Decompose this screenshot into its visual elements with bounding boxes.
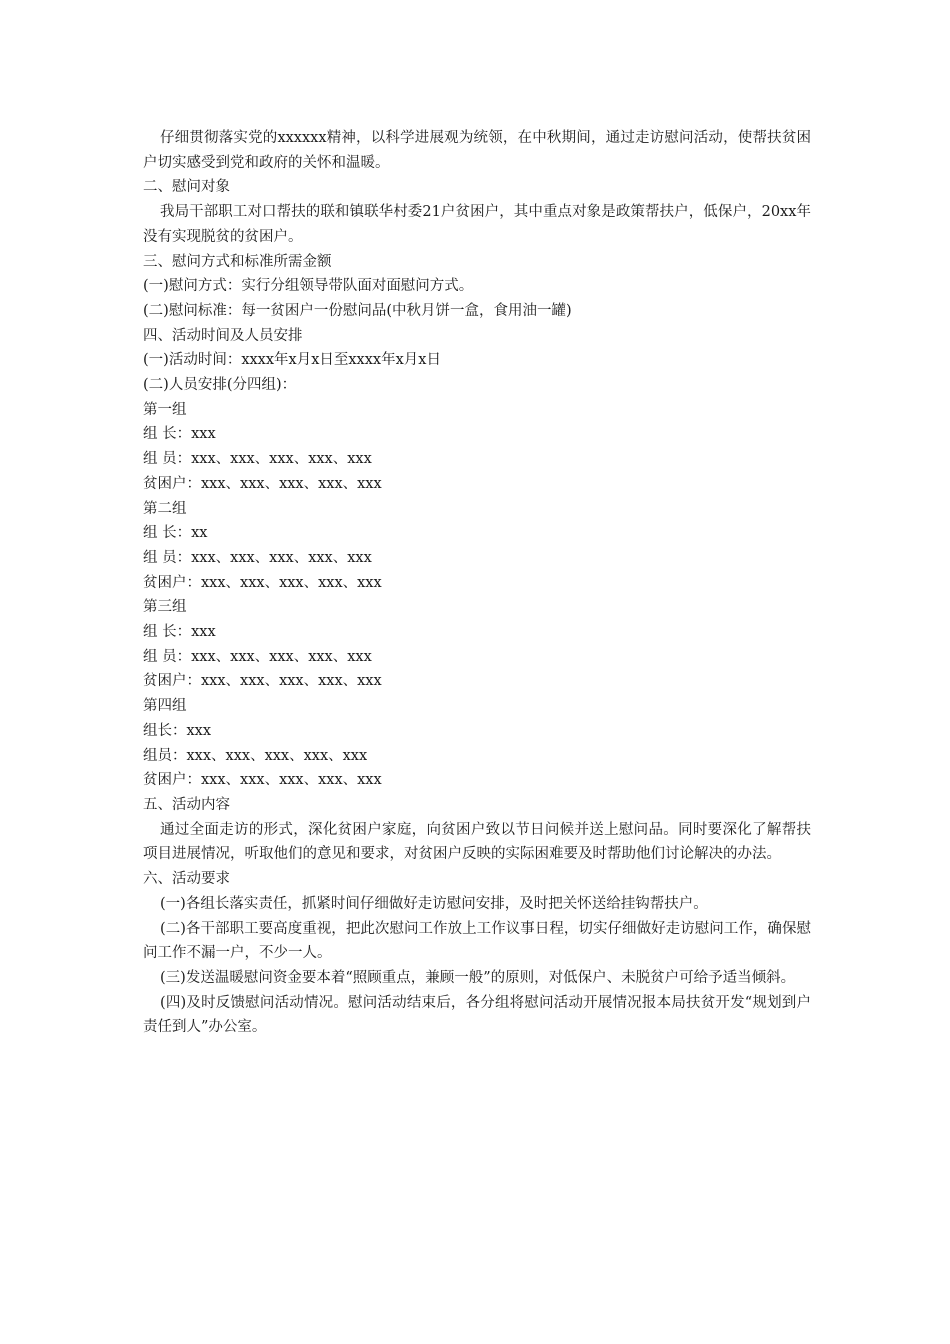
group-4-leader: 组长：xxx bbox=[143, 722, 212, 739]
document-body bbox=[143, 126, 811, 1040]
paragraph-targets: 我局干部职工对口帮扶的联和镇联华村委21户贫困户，其中重点对象是政策帮扶户，低保户，20xx年没有实现脱贫的贫困户。 bbox=[143, 204, 811, 245]
group-1-members: 组 员：xxx、xxx、xxx、xxx、xxx bbox=[143, 451, 372, 468]
group-2-members: 组 员：xxx、xxx、xxx、xxx、xxx bbox=[143, 549, 372, 566]
group-1-households: 贫困户：xxx、xxx、xxx、xxx、xxx bbox=[143, 475, 382, 492]
group-3-households: 贫困户：xxx、xxx、xxx、xxx、xxx bbox=[143, 673, 382, 690]
group-3-title: 第三组 bbox=[143, 599, 187, 616]
paragraph-intro: 仔细贯彻落实党的xxxxxx精神，以科学进展观为统领，在中秋期间，通过走访慰问活动，使帮扶贫困户切实感受到党和政府的关怀和温暖。 bbox=[143, 130, 811, 171]
group-3-leader: 组 长：xxx bbox=[143, 624, 216, 641]
group-3-members: 组 员：xxx、xxx、xxx、xxx、xxx bbox=[143, 648, 372, 665]
section-heading-4: 四、活动时间及人员安排 bbox=[143, 327, 303, 344]
requirement-3: (三)发送温暖慰问资金要本着“照顾重点，兼顾一般”的原则，对低保户、未脱贫户可给予适当倾斜。 bbox=[160, 969, 796, 986]
group-2-households: 贫困户：xxx、xxx、xxx、xxx、xxx bbox=[143, 574, 382, 591]
paragraph-method: (一)慰问方式：实行分组领导带队面对面慰问方式。 bbox=[143, 278, 474, 295]
section-heading-2: 二、慰问对象 bbox=[143, 179, 230, 196]
requirement-2: (二)各干部职工要高度重视，把此次慰问工作放上工作议事日程，切实仔细做好走访慰问工作，确保慰问工作不漏一户，不少一人。 bbox=[143, 920, 811, 962]
paragraph-time: (一)活动时间：xxxx年x月x日至xxxx年x月x日 bbox=[143, 352, 441, 369]
group-2-leader: 组 长：xx bbox=[143, 525, 208, 542]
section-heading-3: 三、慰问方式和标准所需金额 bbox=[143, 253, 332, 270]
paragraph-staffing: (二)人员安排(分四组)： bbox=[143, 377, 297, 394]
section-heading-6: 六、活动要求 bbox=[143, 871, 230, 888]
group-1-leader: 组 长：xxx bbox=[143, 426, 216, 443]
requirement-1: (一)各组长落实责任，抓紧时间仔细做好走访慰问安排，及时把关怀送给挂钩帮扶户。 bbox=[160, 895, 708, 912]
paragraph-standard: (二)慰问标准：每一贫困户一份慰问品(中秋月饼一盒，食用油一罐) bbox=[143, 302, 572, 319]
group-4-title: 第四组 bbox=[143, 698, 187, 715]
group-2-title: 第二组 bbox=[143, 500, 187, 517]
requirement-4: (四)及时反馈慰问活动情况。慰问活动结束后，各分组将慰问活动开展情况报本局扶贫开发“规划到户责任到人”办公室。 bbox=[143, 994, 811, 1036]
group-4-members: 组员：xxx、xxx、xxx、xxx、xxx bbox=[143, 747, 368, 764]
group-4-households: 贫困户：xxx、xxx、xxx、xxx、xxx bbox=[143, 772, 382, 789]
section-heading-5: 五、活动内容 bbox=[143, 796, 230, 813]
paragraph-content: 通过全面走访的形式，深化贫困户家庭，向贫困户致以节日问候并送上慰问品。同时要深化了解帮扶项目进展情况，听取他们的意见和要求，对贫困户反映的实际困难要及时帮助他们讨论解决的办法。 bbox=[143, 821, 811, 863]
group-1-title: 第一组 bbox=[143, 401, 187, 418]
